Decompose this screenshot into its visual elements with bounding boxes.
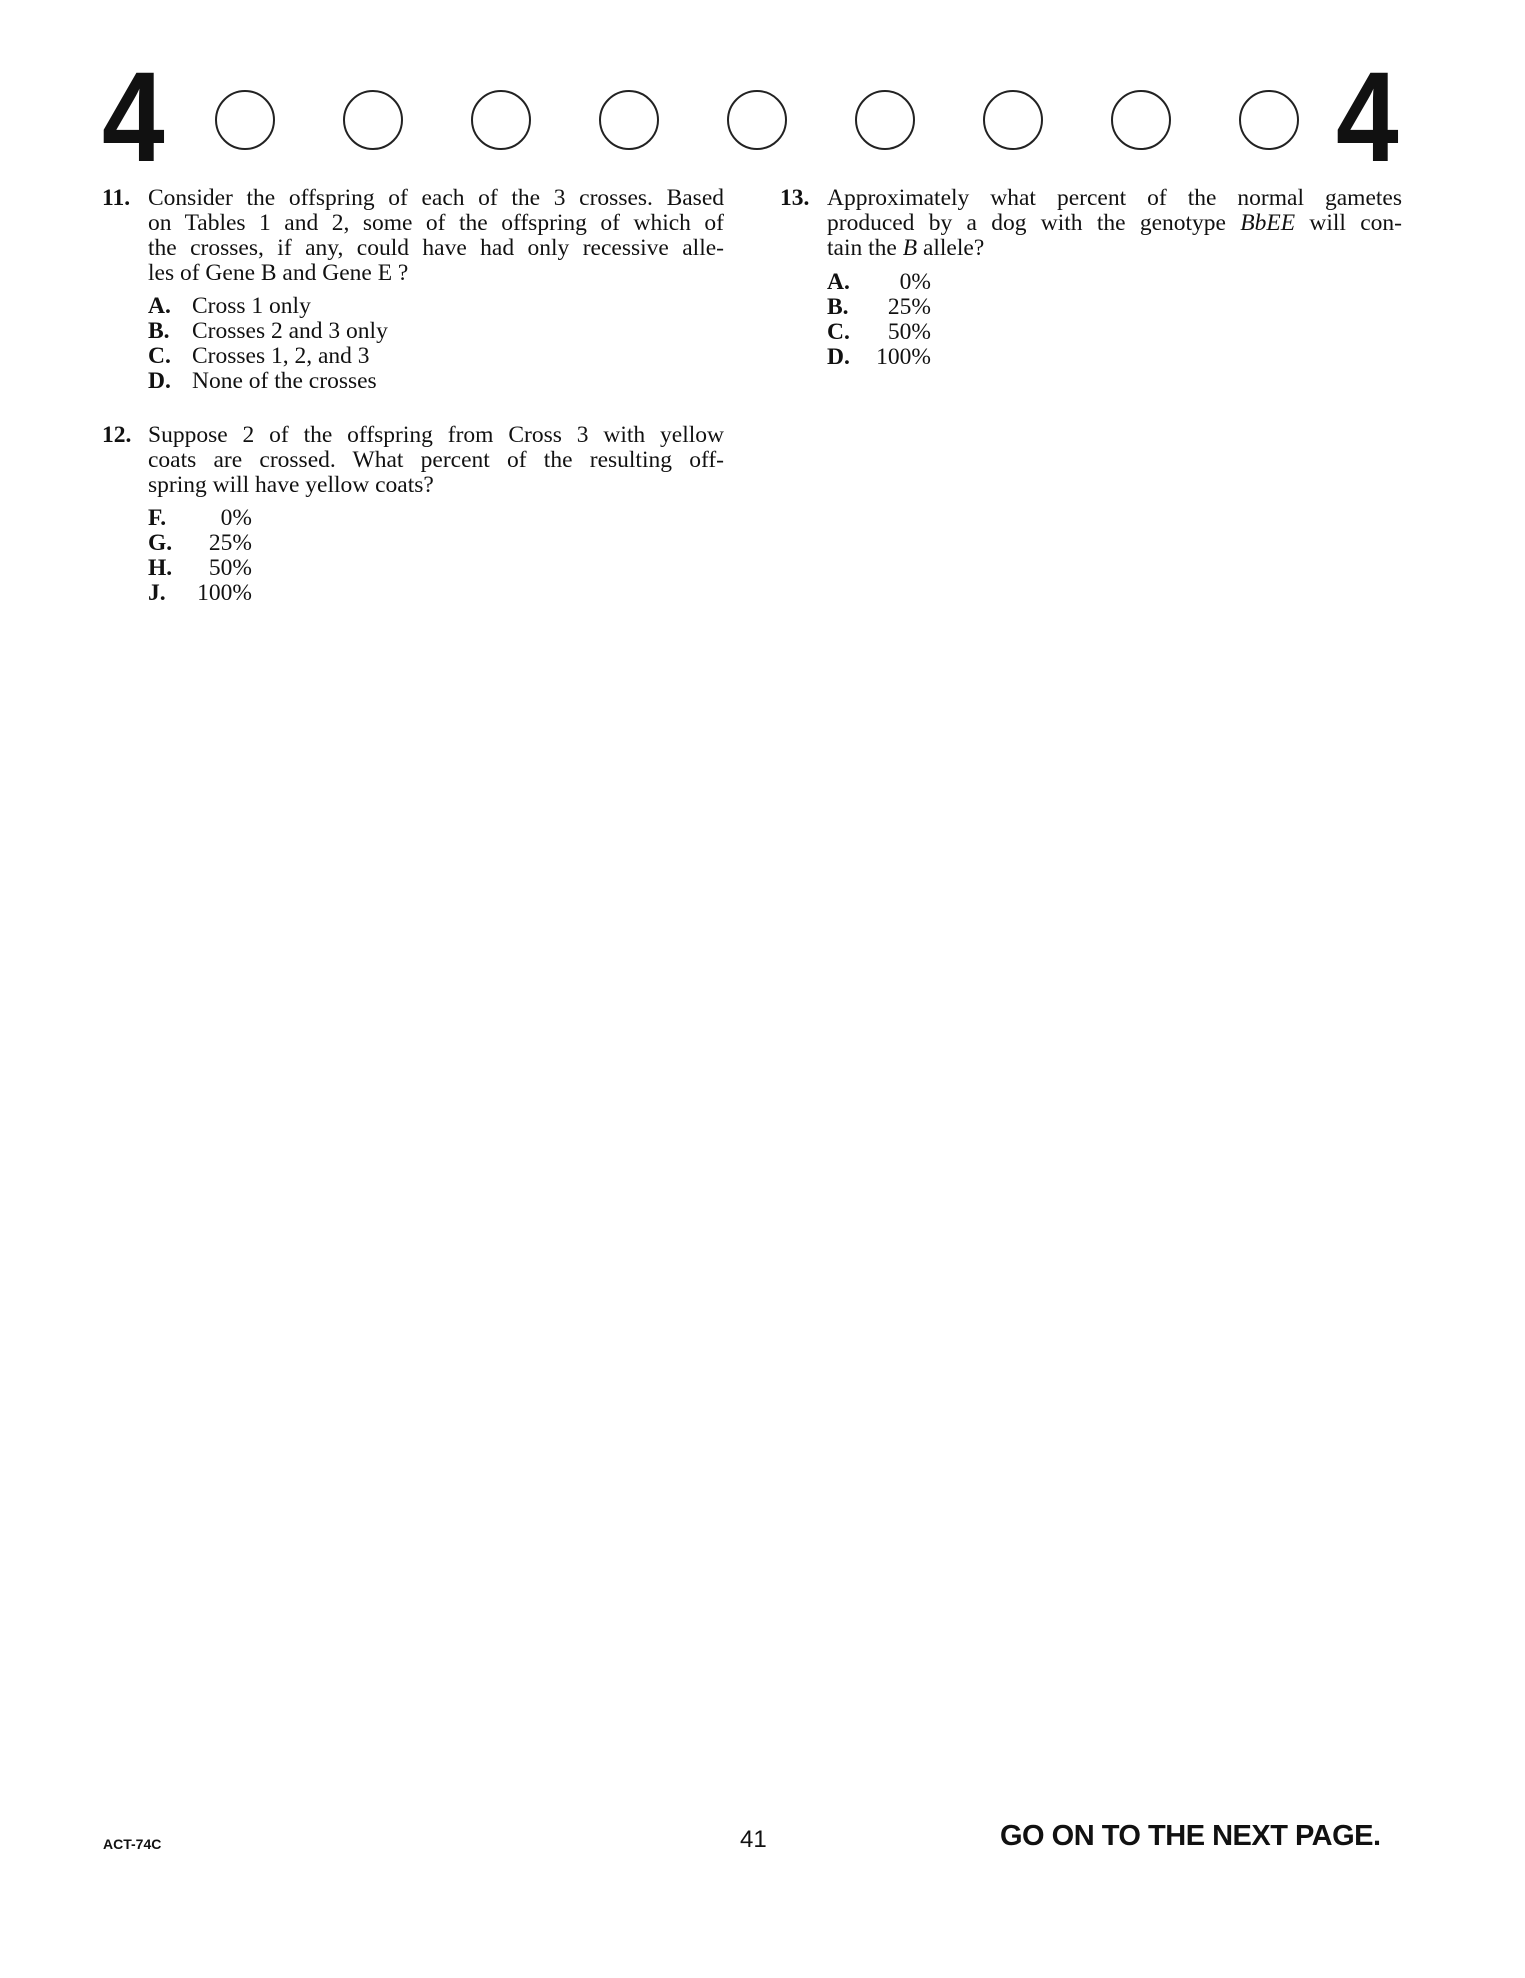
question-number: 11. [102,185,131,211]
header-circle [1239,90,1299,150]
question-11 [102,186,727,406]
option-letter: B. [827,294,849,320]
answer-option[interactable] [148,531,448,556]
question-text [827,186,1402,261]
option-text: Crosses 1, 2, and 3 [192,343,370,369]
question-text-line: spring will have yellow coats? [148,472,434,498]
option-text: 50% [208,555,252,581]
answer-option[interactable] [827,345,1127,370]
question-text-line: Approximately what percent of the normal gametes [827,185,1402,211]
form-code: ACT-74C [103,1836,162,1852]
header-circle [215,90,275,150]
header-circle [727,90,787,150]
option-text: 25% [208,530,252,556]
header-circle [471,90,531,150]
section-number-right: 4 [1336,46,1399,189]
option-letter: D. [148,368,171,394]
question-12 [102,423,727,623]
option-letter: C. [148,343,171,369]
header-circle [343,90,403,150]
answer-option[interactable] [148,344,548,369]
option-letter: D. [827,344,850,370]
option-text: None of the crosses [192,368,377,394]
answer-option[interactable] [148,556,448,581]
header-circle-row [215,90,1285,160]
header-circle [855,90,915,150]
answer-options [827,270,1127,370]
option-text: 25% [887,294,931,320]
option-letter: F. [148,505,167,531]
answer-option[interactable] [827,270,1127,295]
option-text: 50% [887,319,931,345]
answer-options [148,294,548,394]
question-text-line: produced by a dog with the genotype BbEE will con- [827,210,1402,236]
answer-options [148,506,448,606]
option-text: 100% [197,580,252,606]
answer-option[interactable] [148,294,548,319]
question-text-line: les of Gene B and Gene E ? [148,260,409,286]
question-13 [780,186,1405,386]
question-text [148,423,724,498]
option-text: 100% [876,344,931,370]
option-letter: H. [148,555,173,581]
answer-option[interactable] [827,295,1127,320]
question-number: 13. [780,185,810,211]
option-letter: G. [148,530,173,556]
option-letter: C. [827,319,850,345]
answer-option[interactable] [148,506,448,531]
option-letter: J. [148,580,166,606]
question-number: 12. [102,422,132,448]
option-letter: A. [827,269,850,295]
header-circle [599,90,659,150]
question-text-line: on Tables 1 and 2, some of the offspring of which of [148,210,724,236]
option-text: 0% [220,505,252,531]
question-text-line: coats are crossed. What percent of the resulting off- [148,447,724,473]
answer-option[interactable] [827,320,1127,345]
section-number-left: 4 [102,46,165,189]
option-text: Crosses 2 and 3 only [192,318,388,344]
question-text [148,186,724,286]
option-text: Cross 1 only [192,293,311,319]
answer-option[interactable] [148,319,548,344]
header-circle [1111,90,1171,150]
answer-option[interactable] [148,369,548,394]
option-letter: A. [148,293,171,319]
page-number: 41 [740,1826,767,1853]
answer-option[interactable] [148,581,448,606]
question-text-line: Suppose 2 of the offspring from Cross 3 with yellow [148,422,724,448]
question-text-line: the crosses, if any, could have had only recessive alle- [148,235,724,261]
header-circle [983,90,1043,150]
next-page-instruction: GO ON TO THE NEXT PAGE. [1000,1820,1381,1852]
option-text: 0% [899,269,931,295]
question-text-line: tain the B allele? [827,235,985,261]
option-letter: B. [148,318,170,344]
question-text-line: Consider the offspring of each of the 3 crosses. Based [148,185,724,211]
